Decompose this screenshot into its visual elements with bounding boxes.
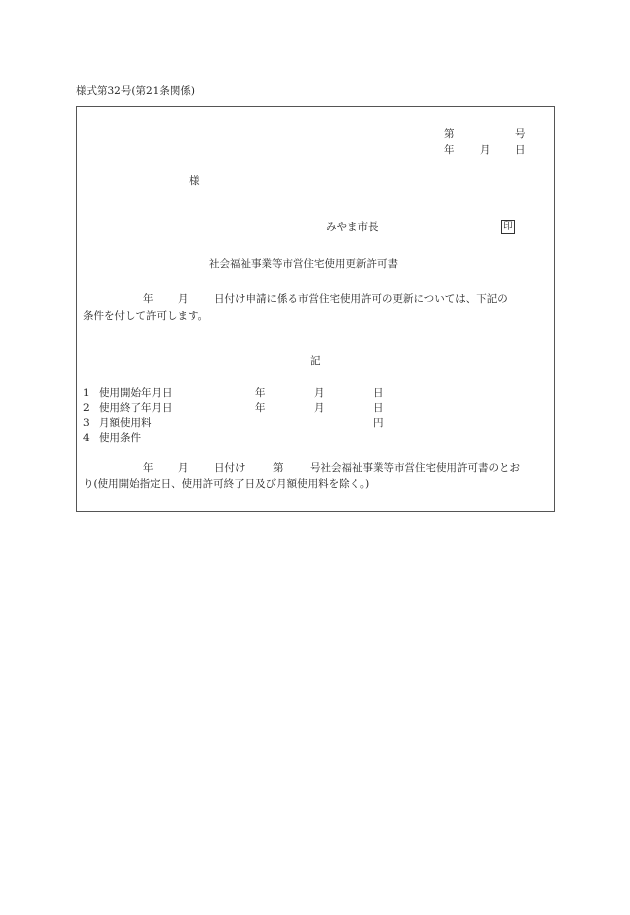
item-3-number: 3 xyxy=(83,417,90,429)
item-3-label: 月額使用料 xyxy=(99,417,152,429)
ki-heading: 記 xyxy=(310,355,321,367)
conditions-line1: 号社会福祉事業等市営住宅使用許可書のとお xyxy=(310,462,520,474)
issue-date-day: 日 xyxy=(515,144,526,156)
item-4-label: 使用条件 xyxy=(99,432,141,444)
body-line2: 条件を付して許可します。 xyxy=(83,310,209,322)
doc-number-dai: 第 xyxy=(444,128,455,140)
seal-stamp: 印 xyxy=(501,220,515,234)
conditions-month: 月 xyxy=(178,462,189,474)
item-2-number: 2 xyxy=(83,402,90,414)
document-title: 社会福祉事業等市営住宅使用更新許可書 xyxy=(209,258,398,270)
item-1-day: 日 xyxy=(373,387,384,399)
doc-number-go: 号 xyxy=(515,128,526,140)
form-frame xyxy=(76,106,555,512)
recipient-honorific: 様 xyxy=(189,175,200,187)
body-year: 年 xyxy=(143,293,154,305)
conditions-year: 年 xyxy=(143,462,154,474)
item-2-label: 使用終了年月日 xyxy=(99,402,173,414)
item-1-month: 月 xyxy=(314,387,325,399)
item-2-month: 月 xyxy=(314,402,325,414)
issue-date-year: 年 xyxy=(444,144,455,156)
item-1-year: 年 xyxy=(255,387,266,399)
body-month: 月 xyxy=(178,293,189,305)
item-3-yen: 円 xyxy=(373,417,384,429)
item-2-day: 日 xyxy=(373,402,384,414)
issuer-name: みやま市長 xyxy=(326,221,379,233)
conditions-dated: 日付け xyxy=(214,462,246,474)
item-1-label: 使用開始年月日 xyxy=(99,387,173,399)
conditions-line2: り(使用開始指定日、使用許可終了日及び月額使用料を除く。) xyxy=(83,478,370,490)
item-1-number: 1 xyxy=(83,387,90,399)
issue-date-month: 月 xyxy=(480,144,491,156)
item-4-number: 4 xyxy=(83,432,90,444)
body-line1: 日付け申請に係る市営住宅使用許可の更新については、下記の xyxy=(214,293,508,305)
conditions-dai: 第 xyxy=(273,462,284,474)
form-number: 様式第32号(第21条関係) xyxy=(76,85,195,97)
item-2-year: 年 xyxy=(255,402,266,414)
